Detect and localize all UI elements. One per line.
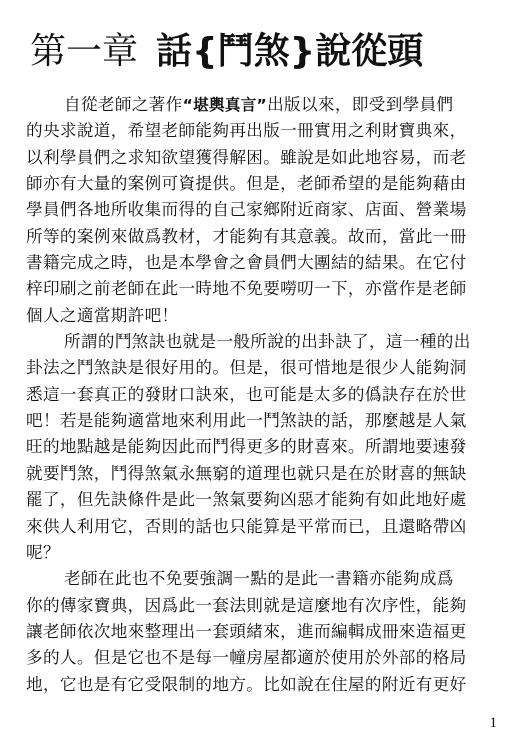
text-line bbox=[26, 92, 496, 118]
text-line: 所謂的鬥煞訣也就是一般所說的出卦訣了，這一種的出 bbox=[64, 332, 471, 352]
text-line: 卦法之鬥煞訣是很好用的。但是，很可惜地是很少人能夠洞 bbox=[26, 358, 467, 378]
text-line: 多的人。但是它也不是每一幢房屋都適於使用於外部的格局 bbox=[26, 648, 467, 668]
text-line: 梓印刷之前老師在此一時地不免要嘮叨一下，亦當作是老師 bbox=[26, 279, 467, 299]
chapter-topic: 話{鬥煞}說從頭 bbox=[156, 31, 424, 72]
text-line: 讓老師依次地來整理出一套頭緒來，進而編輯成冊來造福更 bbox=[26, 621, 467, 641]
text-line: 學員們各地所收集而得的自己家鄉附近商家、店面、營業場 bbox=[26, 200, 467, 220]
text-line: 以利學員們之求知欲望獲得解困。雖說是如此地容易，而老 bbox=[26, 147, 467, 167]
text-line: 所等的案例來做爲教材，才能夠有其意義。故而，當此一冊 bbox=[26, 226, 467, 246]
text-line: 悉這一套真正的發財口訣來，也可能是太多的僞訣存在於世 bbox=[26, 384, 467, 404]
page-number: 1 bbox=[489, 715, 497, 731]
chapter-number: 第一章 bbox=[30, 31, 139, 72]
text-line: 師亦有大量的案例可資提供。但是，老師希望的是能夠藉由 bbox=[26, 174, 467, 194]
line-text: 出版以來，即受到學員們 bbox=[267, 95, 454, 114]
text-line: 罷了，但先訣條件是此一煞氣要夠凶惡才能夠有如此地好處 bbox=[26, 490, 467, 510]
text-line: 你的傳家寶典，因爲此一套法則就是這麼地有次序性，能夠 bbox=[26, 595, 467, 615]
text-line: 的央求說道，希望老師能夠再出版一冊實用之利財寶典來， bbox=[26, 121, 467, 141]
text-line: 來供人利用它，否則的話也只能算是平常而已，且還略帶凶 bbox=[26, 516, 467, 536]
text-line: 旺的地點越是能夠因此而鬥得更多的財喜來。所謂地要速發 bbox=[26, 437, 467, 457]
book-title: “堪輿真言” bbox=[182, 96, 268, 114]
line-text: 自從老師之著作 bbox=[64, 95, 183, 114]
text-line: 個人之適當期許吧！ bbox=[26, 305, 179, 325]
text-line: 老師在此也不免要強調一點的是此一書籍亦能夠成爲 bbox=[64, 569, 454, 589]
text-line: 地，它也是有它受限制的地方。比如說在住屋的附近有更好 bbox=[26, 674, 467, 694]
text-line: 呢？ bbox=[26, 542, 60, 562]
text-line: 就要鬥煞，鬥得煞氣永無窮的道理也就只是在於財喜的無缺 bbox=[26, 463, 467, 483]
chapter-title bbox=[30, 22, 500, 82]
text-line: 吧！若是能夠適當地來利用此一鬥煞訣的話，那麼越是人氣 bbox=[26, 411, 467, 431]
body-text bbox=[26, 92, 496, 698]
text-line: 書籍完成之時，也是本學會之會員們大團結的結果。在它付 bbox=[26, 253, 467, 273]
